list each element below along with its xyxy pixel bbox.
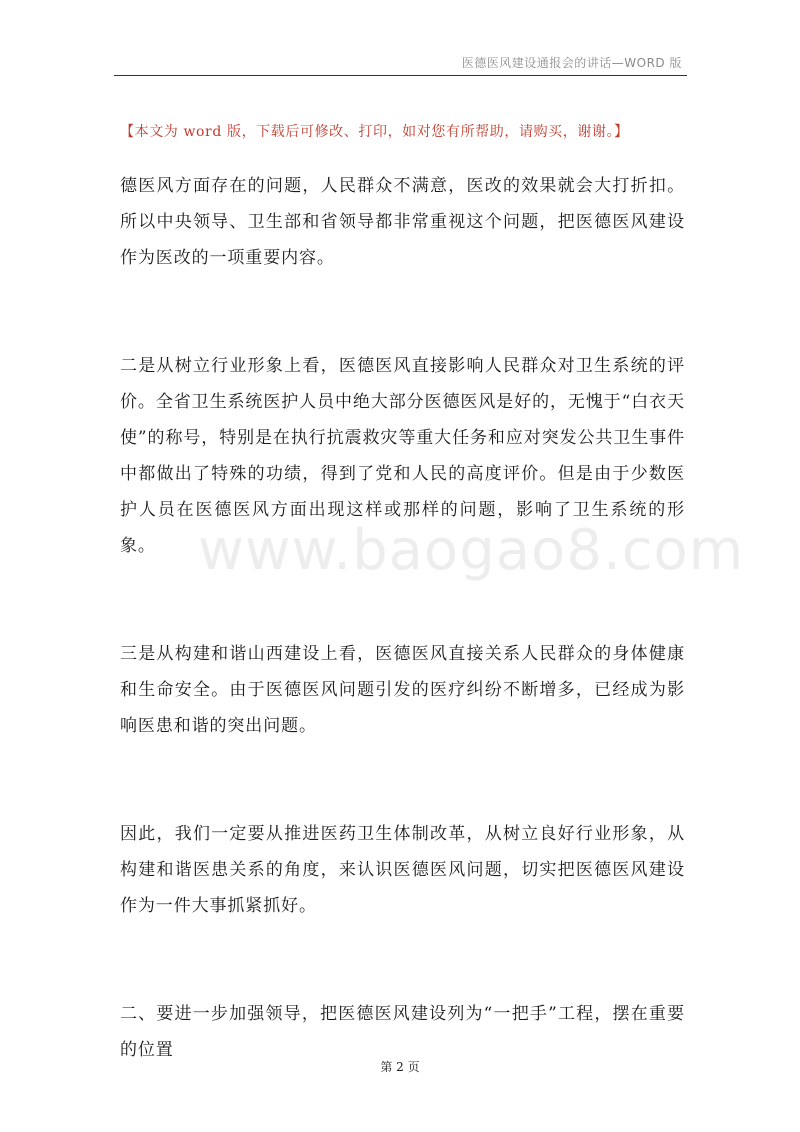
header-divider [114,75,687,76]
page-number: 第 2 页 [380,1060,420,1074]
paragraph-3: 三是从构建和谐山西建设上看，医德医风直接关系人民群众的身体健康和生命安全。由于医德医风问题引发的医疗纠纷不断增多，已经成为影响医患和谐的突出问题。 [120,644,685,736]
section-heading: 二、要进一步加强领导，把医德医风建设列为“一把手”工程，摆在重要的位置 [120,1004,685,1060]
paragraph-2: 二是从树立行业形象上看，医德医风直接影响人民群众对卫生系统的评价。全省卫生系统医护人员中绝大部分医德医风是好的，无愧于“白衣天使”的称号，特别是在执行抗震救灾等重大任务和应对突发公共卫生事件中都做出了特殊的功绩，得到了党和人民的高度评价。但是由于少数医护人员在医德医风方面出现这样或那样的问题，影响了卫生系统的形象。 [120,356,685,556]
paragraph-1: 德医风方面存在的问题，人民群众不满意，医改的效果就会大打折扣。所以中央领导、卫生部和省领导都非常重视这个问题，把医德医风建设作为医改的一项重要内容。 [120,176,685,268]
document-body [120,168,685,1068]
paragraph-4: 因此，我们一定要从推进医药卫生体制改革，从树立良好行业形象，从构建和谐医患关系的角度，来认识医德医风问题，切实把医德医风建设作为一件大事抓紧抓好。 [120,824,685,916]
watermark: www.baogao8.com [198,518,745,583]
header-title: 医德医风建设通报会的讲话—WORD 版 [461,56,682,70]
purchase-notice: 【本文为 word 版，下载后可修改、打印，如对您有所帮助，请购买，谢谢。】 [120,124,629,140]
